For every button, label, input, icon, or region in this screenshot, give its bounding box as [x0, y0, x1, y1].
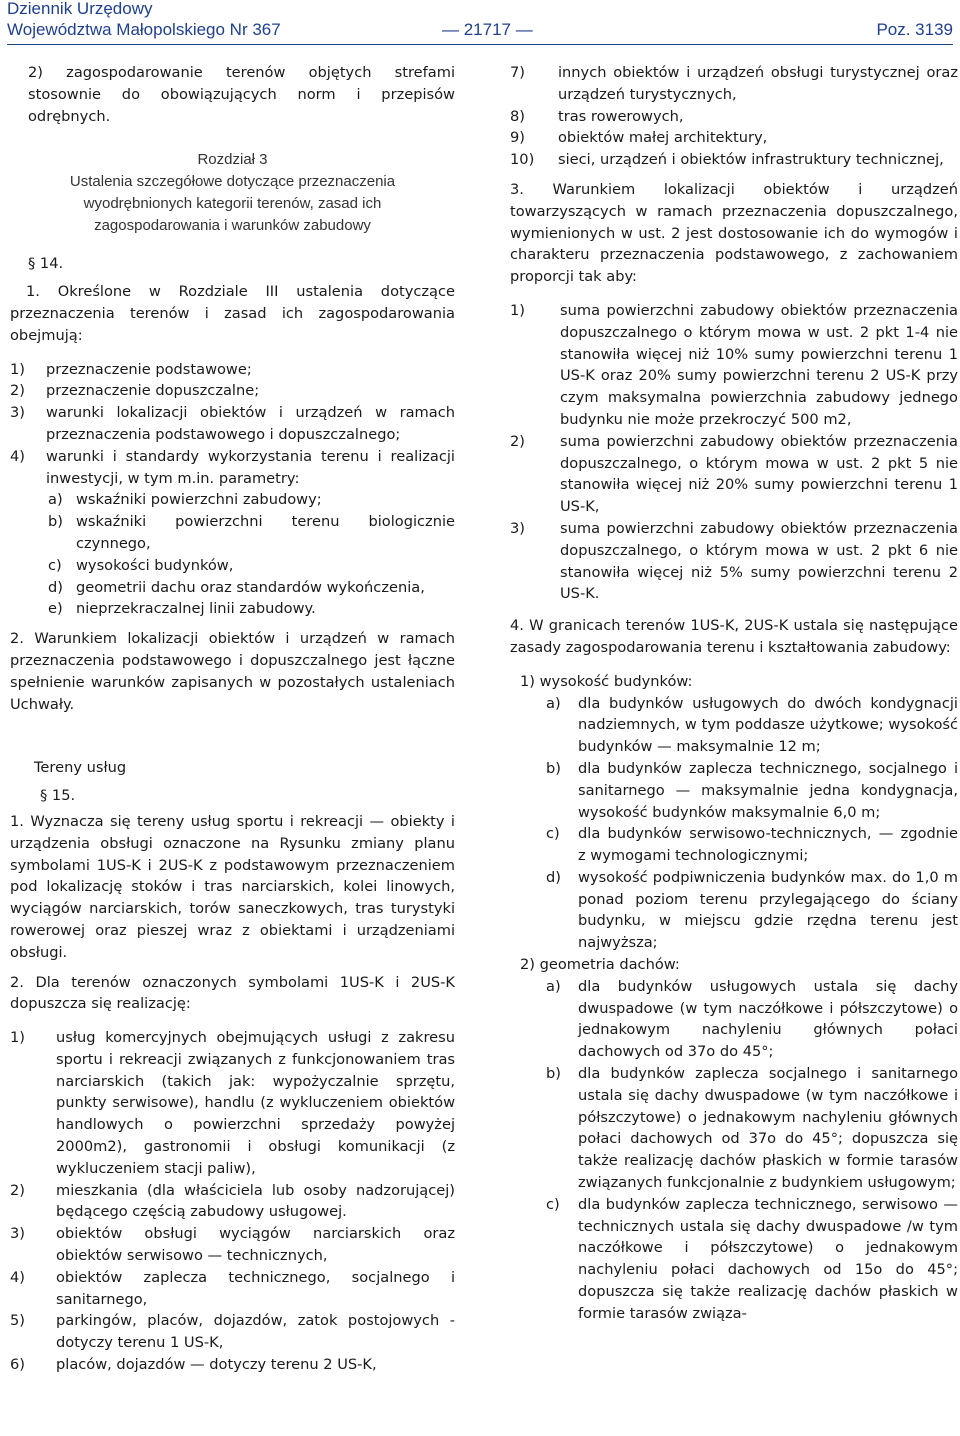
list-item	[546, 867, 958, 954]
list-marker: d)	[546, 868, 561, 886]
list-text: innych obiektów i urządzeń obsługi turystycznej oraz urządzeń turystycznych,	[558, 64, 958, 103]
list-item	[28, 62, 455, 127]
list	[510, 300, 958, 605]
list-item	[10, 1267, 455, 1311]
list	[10, 1027, 455, 1376]
list-text: wskaźniki powierzchni terenu biologicznie czynnego,	[76, 513, 455, 552]
journal-subtitle: Województwa Małopolskiego Nr 367	[7, 20, 281, 39]
list-text: mieszkania (dla właściciela lub osoby nadzorującej) będącego częścią zabudowy usługowej.	[56, 1181, 455, 1221]
list-item	[510, 106, 958, 128]
list-marker: b)	[48, 513, 63, 531]
list-item	[510, 62, 958, 106]
list-text: wskaźniki powierzchni zabudowy;	[76, 491, 322, 509]
chapter-title-line: wyodrębnionych kategorii terenów, zasad ich	[83, 195, 382, 213]
list-text: warunki i standardy wykorzystania terenu i realizacji inwestycji, w tym m.in. parametry:	[46, 447, 455, 487]
list-item	[510, 149, 958, 171]
list-heading: 1) wysokość budynków:	[520, 672, 693, 690]
list-marker: 9)	[510, 129, 525, 147]
list-item	[546, 1063, 958, 1194]
paragraph-text: 2) zagospodarowanie terenów objętych strefami stosownie do obowiązujących norm i przepisów odrębnych.	[28, 64, 455, 125]
list-text: przeznaczenie dopuszczalne;	[46, 382, 260, 400]
list-item	[10, 1354, 455, 1376]
chapter-number: Rozdział 3	[197, 151, 268, 169]
list-marker: b)	[546, 759, 561, 777]
list-item	[546, 693, 958, 758]
list-marker: b)	[546, 1065, 561, 1083]
list-marker: 3)	[510, 519, 525, 537]
list-text: wysokość podpiwniczenia budynków max. do 1,0 m ponad poziom terenu przylegającego do ściany budynku, w miejscu gdzie rzędna terenu jest najwyższa;	[578, 868, 958, 952]
paragraph: 2. Warunkiem lokalizacji obiektów i urządzeń w ramach przeznaczenia podstawowego i dopuszczalnego jest łączne spełnienie warunków zapisanych w pozostałych ustaleniach Uchwały.	[10, 630, 455, 713]
list-text: warunki lokalizacji obiektów i urządzeń w ramach przeznaczenia podstawowego i dopuszczalnego;	[46, 404, 455, 443]
paragraph: 1. Wyznacza się tereny usług sportu i rekreacji — obiekty i urządzenia obsługi oznaczone na Rysunku zmiany planu symbolami 1US-K i 2US-K z podstawowym przeznaczeniem pod lokalizację stoków i tras narciarskich, kolei linowych, wyciągów narciarskich, torów saneczkowych, tras turystyki rowerowej oraz pieszej wraz z obiektami i urządzeniami obsługi.	[10, 812, 455, 961]
list-text: dla budynków zaplecza technicznego, serwisowo — technicznych ustala się dachy dwuspadowe /w tym naczółkowe i półszczytowe) o jednakowym nachyleniu połaci dachowych od 15o do 45°; dopuszcza się także realizację dachów płaskich w formie tarasów związa-	[578, 1195, 958, 1322]
list-marker: 2)	[10, 382, 25, 400]
list-text: nieprzekraczalnej linii zabudowy.	[76, 600, 316, 618]
list-item	[546, 758, 958, 823]
list	[510, 976, 958, 1325]
list-text: geometrii dachu oraz standardów wykończenia,	[76, 578, 425, 596]
header-rule	[7, 44, 953, 45]
paragraph: 1. Określone w Rozdziale III ustalenia dotyczące przeznaczenia terenów i zasad ich zagospodarowania obejmują:	[10, 283, 455, 344]
list-text: obiektów obsługi wyciągów narciarskich oraz obiektów serwisowo — technicznych,	[56, 1225, 455, 1265]
list-marker: 8)	[510, 107, 525, 125]
list-marker: 3)	[10, 404, 25, 422]
list-item	[510, 518, 958, 605]
section-mark: § 15.	[40, 787, 76, 805]
list-item	[48, 555, 455, 577]
section-heading: Tereny usług	[34, 759, 127, 777]
list-marker: 7)	[510, 64, 525, 81]
right-column	[510, 62, 958, 1325]
position-number: Poz. 3139	[876, 20, 953, 39]
list	[10, 489, 455, 620]
list-marker: 4)	[10, 447, 25, 465]
list-marker: a)	[48, 491, 63, 509]
list-marker: e)	[48, 600, 63, 618]
list-marker: 5)	[10, 1312, 25, 1330]
list-text: przeznaczenie podstawowe;	[46, 360, 252, 378]
list-text: placów, dojazdów — dotyczy terenu 2 US-K,	[56, 1356, 377, 1374]
left-column	[10, 62, 455, 1376]
list-marker: 3)	[10, 1225, 25, 1243]
list-text: suma powierzchni zabudowy obiektów przeznaczenia dopuszczalnego o którym mowa w ust. 2 pkt 1-4 nie stanowiła więcej niż 10% sumy powierzchni terenu 1 US-K oraz 20% sumy powierzchni terenu 2 US-K przy czym maksymalna powierzchnia zabudowy jednego budynku nie może przekroczyć 500 m2,	[560, 301, 958, 428]
list-marker: 2)	[510, 432, 525, 450]
list-text: wysokości budynków,	[76, 556, 234, 574]
list-item	[510, 127, 958, 149]
list	[510, 693, 958, 955]
list-text: sieci, urządzeń i obiektów infrastruktury technicznej,	[558, 151, 944, 169]
paragraph: 2. Dla terenów oznaczonych symbolami 1US-K i 2US-K dopuszcza się realizację:	[10, 973, 455, 1013]
list-marker: 6)	[10, 1356, 25, 1374]
list-item	[10, 402, 455, 446]
list-item	[546, 823, 958, 867]
list-text: obiektów małej architektury,	[558, 129, 768, 147]
list-item	[10, 1180, 455, 1224]
list-text: tras rowerowych,	[558, 107, 684, 125]
list-item	[48, 511, 455, 555]
list-marker: d)	[48, 578, 63, 596]
list	[10, 359, 455, 490]
list-text: dla budynków zaplecza socjalnego i sanitarnego ustala się dachy dwuspadowe (w tym naczółkowe i półszczytowe) o jednakowym nachyleniu głównych połaci dachowych od 37o do 45°; dopuszcza się także realizację dachów płaskich w formie tarasów związanych funkcjonalnie z budynkiem usługowym;	[578, 1065, 958, 1192]
list-text: dla budynków usługowych do dwóch kondygnacji nadziemnych, w tym poddasze użytkowe; wysokość budynków — maksymalnie 12 m;	[578, 694, 958, 756]
list-item	[48, 598, 455, 620]
list-text: obiektów zaplecza technicznego, socjalnego i sanitarnego,	[56, 1268, 455, 1308]
page-header	[7, 0, 953, 44]
list-marker: 2)	[10, 1181, 25, 1199]
list-text: parkingów, placów, dojazdów, zatok postojowych - dotyczy terenu 1 US-K,	[56, 1312, 455, 1352]
list-item	[10, 1310, 455, 1354]
journal-title: Dziennik Urzędowy	[7, 0, 153, 18]
list-text: dla budynków serwisowo-technicznych, — zgodnie z wymogami technologicznymi;	[578, 825, 958, 865]
list-item	[10, 446, 455, 490]
list-item	[546, 1194, 958, 1325]
list-marker: 10)	[510, 151, 535, 169]
list-text: suma powierzchni zabudowy obiektów przeznaczenia dopuszczalnego, o którym mowa w ust. 2 pkt 5 nie stanowiła więcej niż 20% sumy powierzchni terenu 1 US-K,	[560, 432, 958, 516]
list-item	[48, 489, 455, 511]
list-text: dla budynków zaplecza technicznego, socjalnego i sanitarnego — maksymalnie jedna kondygnacja, wysokość budynków maksymalnie 6,0 m;	[578, 759, 958, 821]
list-marker: c)	[546, 825, 560, 843]
list-item	[510, 431, 958, 518]
list-heading: 2) geometria dachów:	[520, 956, 680, 974]
list-marker: 4)	[10, 1268, 25, 1286]
list-marker: 1)	[10, 1029, 25, 1047]
list-marker: c)	[546, 1195, 560, 1213]
list-text: suma powierzchni zabudowy obiektów przeznaczenia dopuszczalnego, o którym mowa w ust. 2 pkt 6 nie stanowiła więcej niż 5% sumy powierzchni terenu 2 US-K.	[560, 519, 958, 603]
list-item	[10, 1223, 455, 1267]
chapter-title-line: zagospodarowania i warunków zabudowy	[94, 217, 371, 235]
list-item	[10, 380, 455, 402]
list-text: usług komercyjnych obejmujących usługi z zakresu sportu i rekreacji związanych z funkcjonowaniem tras narciarskich (takich jak: wypożyczalnie sprzętu, punkty serwisowe), handlu (z wykluczeniem obiektów handlowych o powierzchni sprzedaży powyżej 2000m2), gastronomii i obsługi komunikacji (z wykluczeniem stacji paliw),	[56, 1029, 455, 1177]
list	[510, 62, 958, 171]
page-number: — 21717 —	[442, 20, 533, 39]
list-marker: 1)	[10, 360, 25, 378]
list-marker: c)	[48, 556, 62, 574]
list-marker: 1)	[510, 301, 525, 319]
paragraph: 4. W granicach terenów 1US-K, 2US-K ustala się następujące zasady zagospodarowania terenu i kształtowania zabudowy:	[510, 617, 958, 656]
list-marker: a)	[546, 977, 561, 995]
list-item	[546, 976, 958, 1063]
paragraph: 3. Warunkiem lokalizacji obiektów i urządzeń towarzyszących w ramach przeznaczenia dopuszczalnego, wymienionych w ust. 2 jest dostosowanie ich do wymogów i charakteru przeznaczenia podstawowego, z zachowaniem proporcji tak aby:	[510, 180, 958, 286]
list-item	[10, 359, 455, 381]
list-item	[510, 300, 958, 431]
list-item	[10, 1027, 455, 1180]
list-item	[48, 577, 455, 599]
list-text: dla budynków usługowych ustala się dachy dwuspadowe (w tym naczółkowe i półszczytowe) o jednakowym nachyleniu głównych połaci dachowych od 37o do 45°;	[578, 977, 958, 1061]
section-mark: § 14.	[28, 255, 64, 273]
list-marker: a)	[546, 694, 561, 712]
chapter-title-line: Ustalenia szczegółowe dotyczące przeznaczenia	[69, 173, 396, 191]
